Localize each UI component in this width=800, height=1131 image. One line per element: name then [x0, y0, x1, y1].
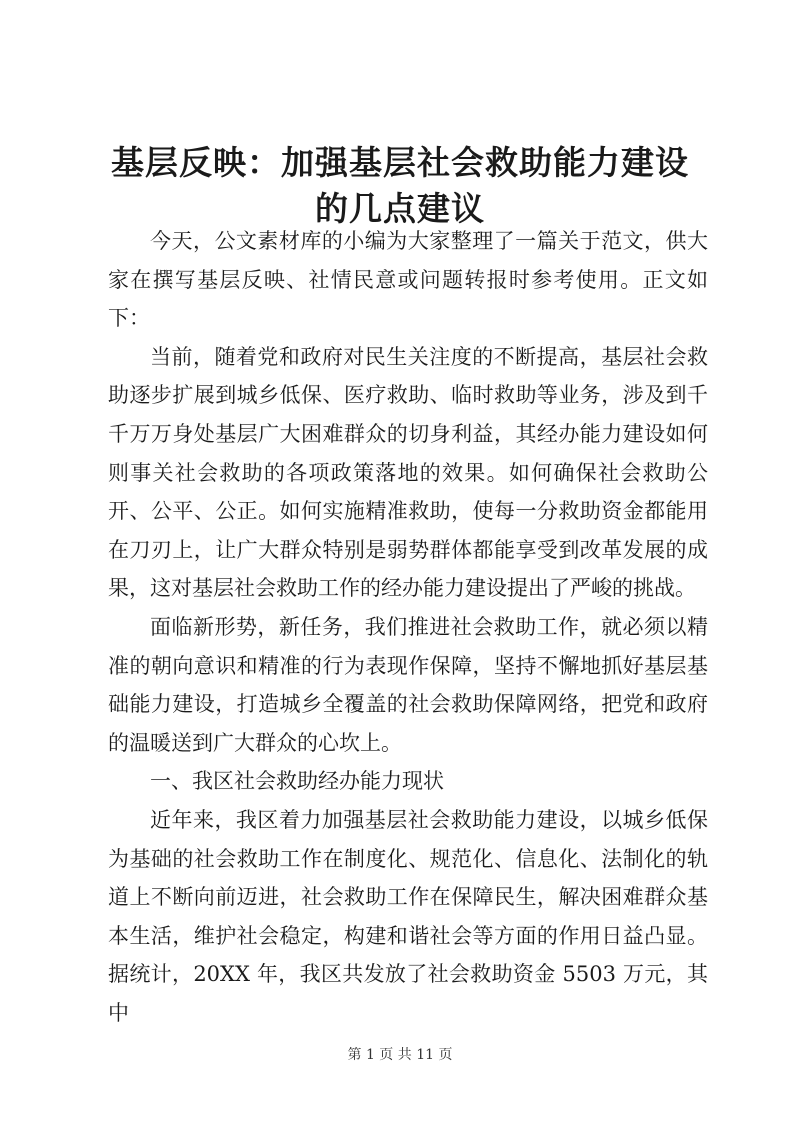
paragraph-recent-years: 近年来，我区着力加强基层社会救助能力建设，以城乡低保为基础的社会救助工作在制度化、规范化、信息化、法制化的轨道上不断向前迈进，社会救助工作在保障民生，解决困难群众基本生活，维护社会稳定，构建和谐社会等方面的作用日益凸显。据统计，20XX 年，我区共发放了社会救助资金 5503 万元，其中: [108, 807, 708, 1025]
paragraph-intro: 今天，公文素材库的小编为大家整理了一篇关于范文，供大家在撰写基层反映、社情民意或问题转报时参考使用。正文如下：: [108, 229, 708, 331]
document-title: 基层反映：加强基层社会救助能力建设的几点建议: [111, 143, 689, 228]
page-footer: 第 1 页 共 11 页: [347, 1047, 453, 1063]
document-body: [108, 222, 708, 1032]
paragraph-new-situation: 面临新形势，新任务，我们推进社会救助工作，就必须以精准的朝向意识和精准的行为表现作保障，坚持不懈地抓好基层基础能力建设，打造城乡全覆盖的社会救助保障网络，把党和政府的温暖送到广大群众的心坎上。: [108, 614, 708, 755]
section-heading: 一、我区社会救助经办能力现状: [150, 769, 444, 794]
paragraph-current-situation: 当前，随着党和政府对民生关注度的不断提高，基层社会救助逐步扩展到城乡低保、医疗救助、临时救助等业务，涉及到千千万万身处基层广大困难群众的切身利益，其经办能力建设如何则事关社会救助的各项政策落地的效果。如何确保社会救助公开、公平、公正。如何实施精准救助，使每一分救助资金都能用在刀刃上，让广大群众特别是弱势群体都能享受到改革发展的成果，这对基层社会救助工作的经办能力建设提出了严峻的挑战。: [108, 344, 708, 601]
